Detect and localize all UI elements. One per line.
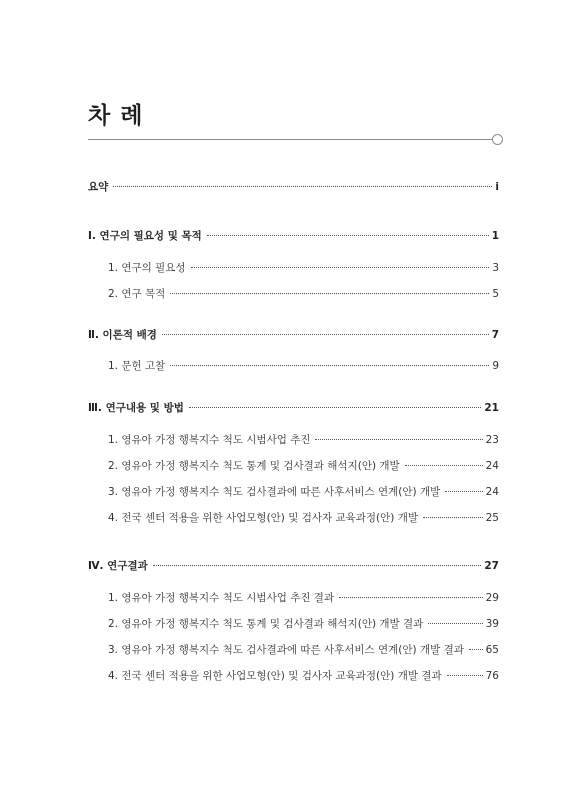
toc-section[interactable] (108, 359, 499, 373)
toc-entry-label: 4. 전국 센터 적용을 위한 사업모형(안) 및 검사자 교육과정(안) 개발 (108, 512, 419, 524)
toc-entry-label: Ⅲ. 연구내용 및 방법 (88, 402, 184, 414)
toc-section[interactable] (108, 485, 499, 499)
dot-leader (191, 267, 490, 268)
dot-leader (339, 597, 483, 598)
toc-entry-label: Ⅰ. 연구의 필요성 및 목적 (88, 230, 202, 242)
toc-section[interactable] (108, 459, 499, 473)
toc-entry-label: 1. 연구의 필요성 (108, 262, 186, 274)
dot-leader (469, 649, 483, 650)
toc-chapter-2[interactable] (88, 328, 499, 342)
toc-page-number: i (495, 181, 499, 193)
dot-leader (445, 491, 482, 492)
toc-page-number: 76 (485, 670, 499, 682)
dot-leader (315, 439, 482, 440)
toc-page-number: 23 (485, 434, 499, 446)
toc-section[interactable] (108, 261, 499, 275)
toc-page-number: 3 (492, 262, 499, 274)
page-title: 차 례 (88, 103, 144, 129)
toc-chapter-1[interactable] (88, 229, 499, 243)
toc-page-number: 21 (484, 402, 499, 414)
toc-entry-label: 1. 영유아 가정 행복지수 척도 시범사업 추진 결과 (108, 592, 335, 604)
toc-page-number: 1 (491, 230, 499, 242)
toc-section[interactable] (108, 287, 499, 301)
toc-entry-label: 2. 영유아 가정 행복지수 척도 통계 및 검사결과 해석지(안) 개발 (108, 460, 400, 472)
toc-page-number: 24 (485, 460, 499, 472)
toc-section[interactable] (108, 511, 499, 525)
dot-leader (428, 623, 482, 624)
dot-leader (170, 365, 489, 366)
toc-page-number: 9 (492, 360, 499, 372)
toc-chapter-3[interactable] (88, 401, 499, 415)
toc-page-number: 25 (485, 512, 499, 524)
toc-entry-label: 3. 영유아 가정 행복지수 척도 검사결과에 따른 사후서비스 연계(안) 개발 (108, 486, 441, 498)
toc-page-number: 29 (485, 592, 499, 604)
toc-entry-label: 4. 전국 센터 적용을 위한 사업모형(안) 및 검사자 교육과정(안) 개발 결과 (108, 670, 442, 682)
toc-chapter-4[interactable] (88, 559, 499, 573)
toc-page-number: 65 (485, 644, 499, 656)
dot-leader (207, 235, 489, 236)
toc-entry-label: 1. 문헌 고찰 (108, 360, 166, 372)
toc-page-number: 7 (491, 329, 499, 341)
toc-section[interactable] (108, 433, 499, 447)
dot-leader (423, 517, 483, 518)
dot-leader (447, 675, 483, 676)
toc-entry-label: Ⅱ. 이론적 배경 (88, 329, 157, 341)
toc-page-number: 5 (492, 288, 499, 300)
dot-leader (113, 186, 492, 187)
dot-leader (170, 293, 489, 294)
dot-leader (162, 334, 489, 335)
dot-leader (153, 565, 482, 566)
dot-leader (189, 407, 481, 408)
toc-page-number: 27 (484, 560, 499, 572)
toc-page-number: 24 (485, 486, 499, 498)
toc-entry-summary[interactable] (88, 180, 499, 194)
toc-entry-label: 2. 연구 목적 (108, 288, 166, 300)
toc-entry-label: 요약 (88, 181, 109, 193)
toc-section[interactable] (108, 617, 499, 631)
toc-section[interactable] (108, 643, 499, 657)
dot-leader (405, 465, 483, 466)
toc-section[interactable] (108, 669, 499, 683)
toc-section[interactable] (108, 591, 499, 605)
toc-entry-label: Ⅳ. 연구결과 (88, 560, 148, 572)
toc-entry-label: 1. 영유아 가정 행복지수 척도 시범사업 추진 (108, 434, 311, 446)
toc-page-number: 39 (485, 618, 499, 630)
toc-entry-label: 2. 영유아 가정 행복지수 척도 통계 및 검사결과 해석지(안) 개발 결과 (108, 618, 424, 630)
toc-entry-label: 3. 영유아 가정 행복지수 척도 검사결과에 따른 사후서비스 연계(안) 개발 결과 (108, 644, 464, 656)
